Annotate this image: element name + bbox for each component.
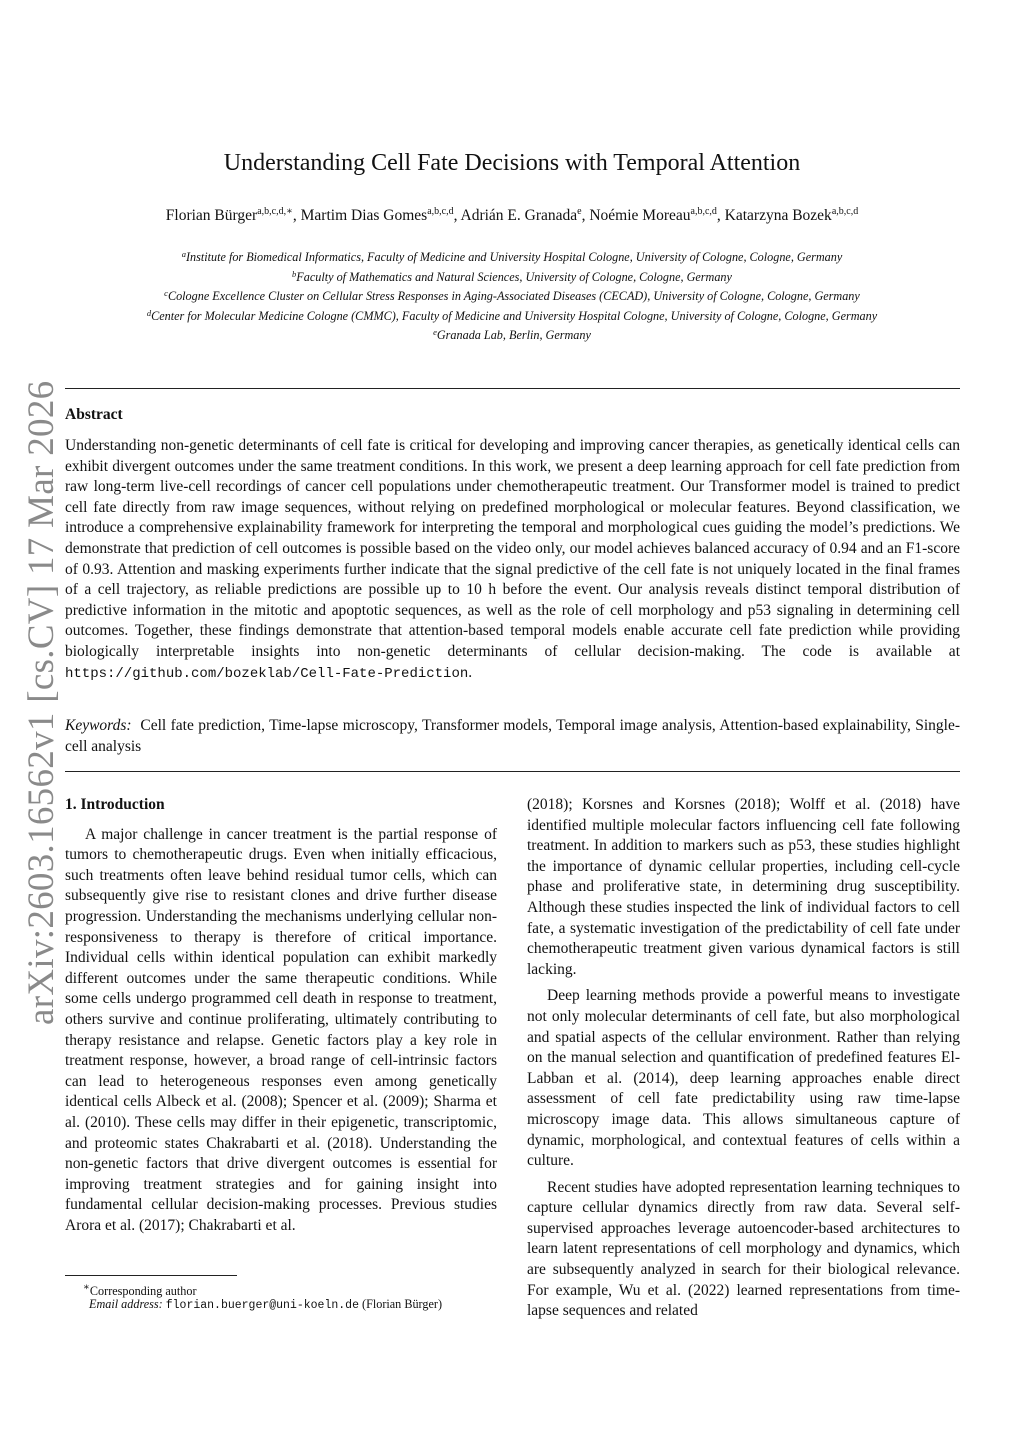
author-affiliation-marks: a,b,c,d <box>690 206 717 217</box>
author-name: Noémie Moreau <box>589 207 691 224</box>
author-name: Florian Bürger <box>165 207 258 224</box>
paper-title: Understanding Cell Fate Decisions with Temporal Attention <box>223 150 801 176</box>
left-column <box>65 795 497 1236</box>
email-address[interactable]: florian.buerger@uni-koeln.de <box>165 1299 359 1312</box>
keywords-label: Keywords: <box>65 717 132 734</box>
affiliation: $^c$Cologne Excellence Cluster on Cellular Stress Responses in Aging-Associated Diseases (CECAD), University of Cologne, Cologne, Germany <box>164 288 860 303</box>
affiliation-list <box>0 246 1024 344</box>
email-label: Email address: <box>89 1297 163 1311</box>
footnote-rule <box>65 1275 237 1276</box>
author-affiliation-marks: a,b,c,d <box>427 206 454 217</box>
author-affiliation-marks: e <box>577 206 582 217</box>
affiliation: $^a$Institute for Biomedical Informatics, Faculty of Medicine and University Hospital Cologne, University of Cologne, Cologne, Germany <box>181 249 843 264</box>
keywords <box>65 716 960 757</box>
top-rule <box>65 388 960 389</box>
intro-paragraph: Recent studies have adopted representation learning techniques to capture cellular dynamics directly from raw data. Several self-supervised approaches leverage autoencoder-based architectures to learn latent representations of cell morphology and dynamics, which are subsequently analyzed in search for their biological relevance. For example, Wu et al. (2022) learned representations from time-lapse sequences and related <box>527 1178 960 1320</box>
intro-paragraph: Deep learning methods provide a powerful means to investigate not only molecular determinants of cell fate, but also morphological and spatial aspects of the cellular environment. Rather than relying on the manual selection and quantification of predefined features El-Labban et al. (2014), deep learning approaches enable direct assessment of cell fate predictability using raw time-lapse microscopy image data. This allows simultaneous capture of dynamic, morphological, and contextual features of cells within a culture. <box>527 987 960 1170</box>
author-affiliation-marks: a,b,c,d,∗ <box>257 206 293 217</box>
right-column <box>527 795 960 1322</box>
author-name: Adrián E. Granada <box>460 207 578 224</box>
affiliation: $^d$Center for Molecular Medicine Cologne (CMMC), Faculty of Medicine and University Hospital Cologne, University of Cologne, Cologne, Germany <box>146 307 878 323</box>
author-list: Florian Bürger$^{a,b,c,d,∗}$, Martim Dias Gomes$^{a,b,c,d}$, Adrián E. Granada$^e$, Noémie Moreau$^{a,b,c,d}$, Katarzyna Bozek$^{a,b,c,d}$ <box>165 206 859 224</box>
arxiv-identifier: arXiv:2603.16562v1 [cs.CV] 17 Mar 2026 <box>21 380 62 1025</box>
bottom-rule <box>65 771 960 772</box>
code-repository-link[interactable]: https://github.com/bozeklab/Cell-Fate-Prediction <box>65 665 469 682</box>
affiliation: $^e$Granada Lab, Berlin, Germany <box>433 327 591 342</box>
intro-paragraph: A major challenge in cancer treatment is the partial response of tumors to chemotherapeutic drugs. Even when initially efficacious, such treatments often leave behind residual tumor cells, which can subsequently give rise to resistant clones and drive further disease progression. Understanding the mechanisms underlying cellular non-responsiveness to therapy is therefore of critical importance. Individual cells within identical population can exhibit markedly different outcomes under the same therapeutic conditions. While some cells undergo programmed cell death in response to treatment, others survive and continue proliferating, ultimately contributing to therapy resistance and relapse. Genetic factors play a key role in treatment response, however, a broad range of cell-intrinsic factors can lead to heterogeneous responses even among genetically identical cells Albeck et al. (2008); Spencer et al. (2009); Sharma et al. (2010). These cells may differ in their epigenetic, transcriptomic, and proteomic states Chakrabarti et al. (2018). Understanding the non-genetic factors that drive divergent outcomes is essential for improving treatment strategies and for gaining insight into fundamental cellular decision-making processes. Previous studies Arora et al. (2017); Chakrabarti et al. <box>65 825 497 1234</box>
author-name: Martim Dias Gomes <box>300 207 428 224</box>
keywords-text: Cell fate prediction, Time-lapse microscopy, Transformer models, Temporal image analysis, Attention-based explainability, Single-cell analysis <box>65 717 960 755</box>
author-affiliation-marks: a,b,c,d <box>831 206 859 217</box>
author-name: Katarzyna Bozek <box>724 207 832 224</box>
affiliation: $^b$Faculty of Mathematics and Natural Sciences, University of Cologne, Cologne, Germany <box>292 268 732 284</box>
footnote-corresponding: ∗Corresponding author <box>83 1282 197 1299</box>
intro-paragraph-continued: (2018); Korsnes and Korsnes (2018); Wolff et al. (2018) have identified multiple molecular factors influencing cell fate following treatment. In addition to markers such as p53, these studies highlight the importance of dynamic cellular properties, including cell-cycle phase and proliferative state, in determining drug susceptibility. Although these studies inspected the link of individual factors to cell fate, a systematic investigation of the predictability of cell fate under chemotherapeutic treatment given various dynamical factors is still lacking. <box>527 796 960 978</box>
email-name: (Florian Bürger) <box>362 1297 443 1311</box>
abstract-heading: Abstract <box>65 406 123 423</box>
section-heading-introduction: 1. Introduction <box>65 796 165 813</box>
footnote-email <box>65 1296 529 1314</box>
abstract-text: Understanding non-genetic determinants of cell fate is critical for developing and improving cancer therapies, as genetically identical cells can exhibit divergent outcomes under the same treatment conditions. In this work, we present a deep learning approach for cell fate prediction from raw long-term live-cell recordings of cancer cell populations under chemotherapeutic treatment. Our Transformer model is trained to predict cell fate directly from raw image sequences, without relying on predefined morphological or molecular features. Beyond classification, we introduce a comprehensive explainability framework for interpreting the temporal and morphological cues guiding the model’s predictions. We demonstrate that prediction of cell outcomes is possible based on the video only, our model achieves balanced accuracy of 0.94 and an F1-score of 0.93. Attention and masking experiments further indicate that the signal predictive of the cell fate is not uniquely located in the final frames of a cell trajectory, as reliable predictions are possible up to 10 h before the event. Our analysis reveals distinct temporal distribution of predictive information in the mitotic and apoptotic sequences, as well as the role of cell morphology and p53 signaling in determining cell outcomes. Together, these findings demonstrate that attention-based temporal models enable accurate cell fate prediction while providing biologically interpretable insights into non-genetic determinants of cellular decision-making. The code is available at https://github.com/bozeklab/Cell-Fate-Prediction. <box>65 437 960 682</box>
